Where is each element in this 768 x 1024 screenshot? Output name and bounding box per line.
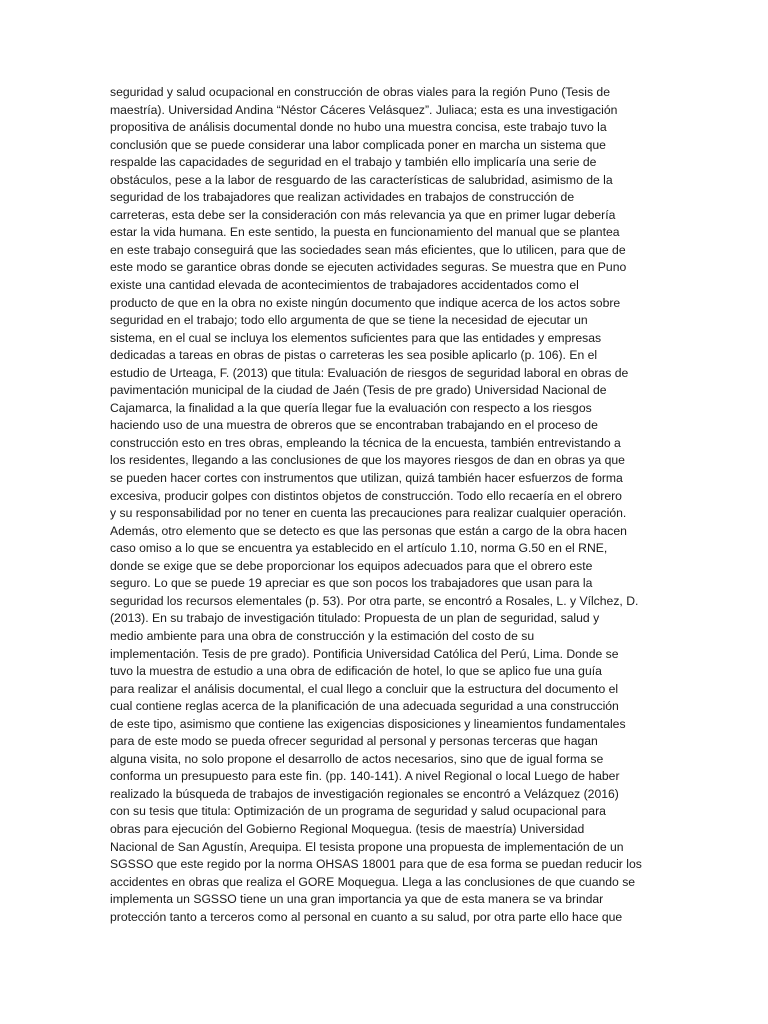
text-line: estar la vida humana. En este sentido, la puesta en funcionamiento del manual que se plantea (110, 225, 620, 240)
text-line: seguridad los recursos elementales (p. 53). Por otra parte, se encontró a Rosales, L. y Vílchez, D. (110, 593, 639, 608)
text-line: implementa un SGSSO tiene un una gran importancia ya que de esta manera se va brindar (110, 892, 604, 907)
text-line: medio ambiente para una obra de construcción y la estimación del costo de su (110, 628, 535, 643)
text-line: Cajamarca, la finalidad a la que quería llegar fue la evaluación con respecto a los riesgos (110, 400, 592, 415)
text-line: seguridad de los trabajadores que realizan actividades en trabajos de construcción de (110, 190, 575, 205)
text-line: SGSSO que este regido por la norma OHSAS 18001 para que de esa forma se puedan reducir los (110, 857, 642, 872)
text-line: producto de que en la obra no existe ningún documento que indique acerca de los actos sobre (110, 295, 621, 310)
text-line: Además, otro elemento que se detecto es que las personas que están a cargo de la obra hacen (110, 523, 627, 538)
text-line: seguridad y salud ocupacional en construcción de obras viales para la región Puno (Tesis de (110, 85, 610, 99)
text-line: sistema, en el cual se incluya los elementos suficientes para que las entidades y empresas (110, 330, 602, 345)
text-line: cual contiene reglas acerca de la planificación de una adecuada seguridad a una construcción (110, 699, 619, 714)
text-line: protección tanto a terceros como al personal en cuanto a su salud, por otra parte ello hace que (110, 909, 623, 924)
body-paragraph (110, 84, 670, 926)
text-line: conforma un presupuesto para este fin. (pp. 140-141). A nivel Regional o local Luego de haber (110, 769, 620, 784)
text-line: construcción esto en tres obras, empleando la técnica de la encuesta, también entrevistando a (110, 435, 621, 450)
text-line: seguridad en el trabajo; todo ello argumenta de que se tiene la necesidad de ejecutar un (110, 313, 588, 328)
text-line: de este tipo, asimismo que contiene las exigencias disposiciones y lineamientos fundamentales (110, 716, 626, 731)
text-line: con su tesis que titula: Optimización de un programa de seguridad y salud ocupacional para (110, 804, 606, 819)
text-line: carreteras, esta debe ser la consideración con más relevancia ya que en primer lugar debería (110, 207, 616, 222)
text-line: y su responsabilidad por no tener en cuenta las precauciones para realizar cualquier operación. (110, 506, 627, 521)
text-line: pavimentación municipal de la ciudad de Jaén (Tesis de pre grado) Universidad Nacional de (110, 383, 607, 398)
text-line: donde se exige que se debe proporcionar los equipos adecuados para que el obrero este (110, 558, 593, 573)
text-line: respalde las capacidades de seguridad en el trabajo y también ello implicaría una serie de (110, 155, 597, 170)
text-line: excesiva, producir golpes con distintos objetos de construcción. Todo ello recaería en el obrero (110, 488, 622, 503)
text-line: seguro. Lo que se puede 19 apreciar es que son pocos los trabajadores que usan para la (110, 576, 593, 591)
text-line: para realizar el análisis documental, el cual llego a concluir que la estructura del documento el (110, 681, 619, 696)
text-line: realizado la búsqueda de trabajos de investigación regionales se encontró a Velázquez (2016) (110, 786, 619, 801)
text-line: obras para ejecución del Gobierno Regional Moquegua. (tesis de maestría) Universidad (110, 821, 585, 836)
text-line: Nacional de San Agustín, Arequipa. El tesista propone una propuesta de implementación de un (110, 839, 624, 854)
text-line: obstáculos, pese a la labor de resguardo de las características de salubridad, asimismo de la (110, 172, 613, 187)
text-line: alguna visita, no solo propone el desarrollo de actos necesarios, sino que de igual forma se (110, 751, 604, 766)
text-line: estudio de Urteaga, F. (2013) que titula: Evaluación de riesgos de seguridad laboral en obras de (110, 365, 629, 380)
text-line: caso omiso a lo que se encuentra ya establecido en el artículo 1.10, norma G.50 en el RNE, (110, 541, 608, 556)
text-line: haciendo uso de una muestra de obreros que se encontraban trabajando en el proceso de (110, 418, 598, 433)
text-line: maestría). Universidad Andina “Néstor Cáceres Velásquez”. Juliaca; esta es una investigación (110, 102, 618, 117)
text-line: implementación. Tesis de pre grado). Pontificia Universidad Católica del Perú, Lima. Donde se (110, 646, 619, 661)
text-line: (2013). En su trabajo de investigación titulado: Propuesta de un plan de seguridad, salud y (110, 611, 600, 626)
text-line: conclusión que se puede considerar una labor complicada poner en marcha un sistema que (110, 137, 606, 152)
text-line: este modo se garantice obras donde se ejecuten actividades seguras. Se muestra que en Puno (110, 260, 627, 275)
text-line: accidentes en obras que realiza el GORE Moquegua. Llega a las conclusiones de que cuando se (110, 874, 636, 889)
text-line: tuvo la muestra de estudio a una obra de edificación de hotel, lo que se aplico fue una guía (110, 664, 602, 679)
text-line: los residentes, llegando a las conclusiones de que los mayores riesgos de dan en obras ya que (110, 453, 625, 468)
text-line: se pueden hacer cortes con instrumentos que utilizan, quizá también hacer esfuerzos de forma (110, 471, 623, 486)
text-line: propositiva de análisis documental donde no hubo una muestra concisa, este trabajo tuvo la (110, 120, 607, 135)
text-line: existe una cantidad elevada de acontecimientos de trabajadores accidentados como el (110, 278, 579, 293)
text-line: dedicadas a tareas en obras de pistas o carreteras les sea posible aplicarlo (p. 106). En el (110, 348, 598, 363)
text-line: para de este modo se pueda ofrecer seguridad al personal y personas terceras que hagan (110, 734, 598, 749)
text-line: en este trabajo conseguirá que las sociedades sean más eficientes, que lo utilicen, para que de (110, 242, 626, 257)
